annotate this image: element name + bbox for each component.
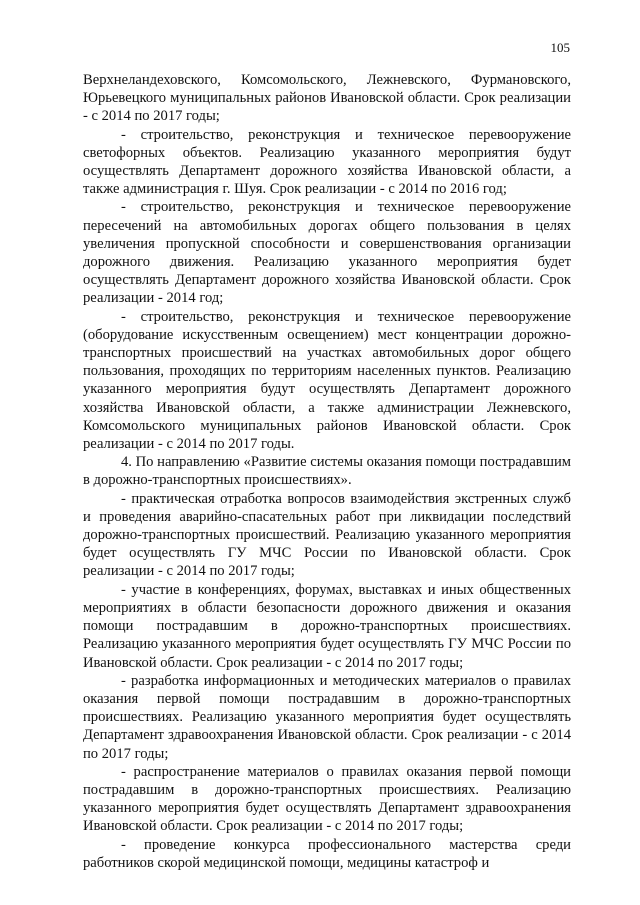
paragraph-9: - распространение материалов о правилах оказания первой помощи пострадавшим в дорожно-транспортных происшествиях. Реализацию указанного мероприятия будет осуществлять Департамент здравоохранения Ивановской области. Срок реализации - с 2014 по 2017 годы;	[83, 763, 571, 835]
paragraph-3: - строительство, реконструкция и техническое перевооружение пересечений на автомобильных дорогах общего пользования в целях увеличения пропускной способности и совершенствования организации дорожного движения. Реализацию указанного мероприятия будет осуществлять Департамент дорожного хозяйства Ивановской области. Срок реализации - 2014 год;	[83, 199, 571, 307]
page-number: 105	[550, 40, 570, 55]
paragraph-10: - проведение конкурса профессионального мастерства среди работников скорой медицинской помощи, медицины катастроф и	[83, 836, 571, 871]
paragraph-2: - строительство, реконструкция и техническое перевооружение светофорных объектов. Реализацию указанного мероприятия будут осуществлять Департамент дорожного хозяйства Ивановской области, а также администрация г. Шуя. Срок реализации - с 2014 по 2016 год;	[83, 126, 571, 198]
section-heading-4: 4. По направлению «Развитие системы оказания помощи пострадавшим в дорожно-транспортных происшествиях».	[83, 454, 571, 489]
paragraph-4: - строительство, реконструкция и техническое перевооружение (оборудование искусственным освещением) мест концентрации дорожно-транспортных происшествий на участках автомобильных дорог общего пользования, проходящих по территориям населенных пунктов. Реализацию указанного мероприятия будут осуществлять Департамент дорожного хозяйства Ивановской области, а также администрации Лежневского, Комсомольского муниципальных районов Ивановской области. Срок реализации - с 2014 по 2017 годы.	[83, 308, 571, 453]
paragraph-7: - участие в конференциях, форумах, выставках и иных общественных мероприятиях в области безопасности дорожного движения и оказания помощи пострадавшим в дорожно-транспортных происшествиях. Реализацию указанного мероприятия будет осуществлять ГУ МЧС России по Ивановской области. Срок реализации - с 2014 по 2017 годы;	[83, 581, 571, 671]
body-text	[83, 71, 571, 872]
paragraph-6: - практическая отработка вопросов взаимодействия экстренных служб и проведения аварийно-спасательных работ при ликвидации последствий дорожно-транспортных происшествий. Реализацию указанного мероприятия будет осуществлять ГУ МЧС России по Ивановской области. Срок реализации - с 2014 по 2017 годы;	[83, 490, 571, 580]
paragraph-8: - разработка информационных и методических материалов о правилах оказания первой помощи пострадавшим в дорожно-транспортных происшествиях. Реализацию указанного мероприятия будет осуществлять Департамент здравоохранения Ивановской области. Срок реализации - с 2014 по 2017 годы;	[83, 672, 571, 762]
paragraph-1: Верхнеландеховского, Комсомольского, Лежневского, Фурмановского, Юрьевецкого муниципальных районов Ивановской области. Срок реализации - с 2014 по 2017 годы;	[83, 72, 571, 125]
